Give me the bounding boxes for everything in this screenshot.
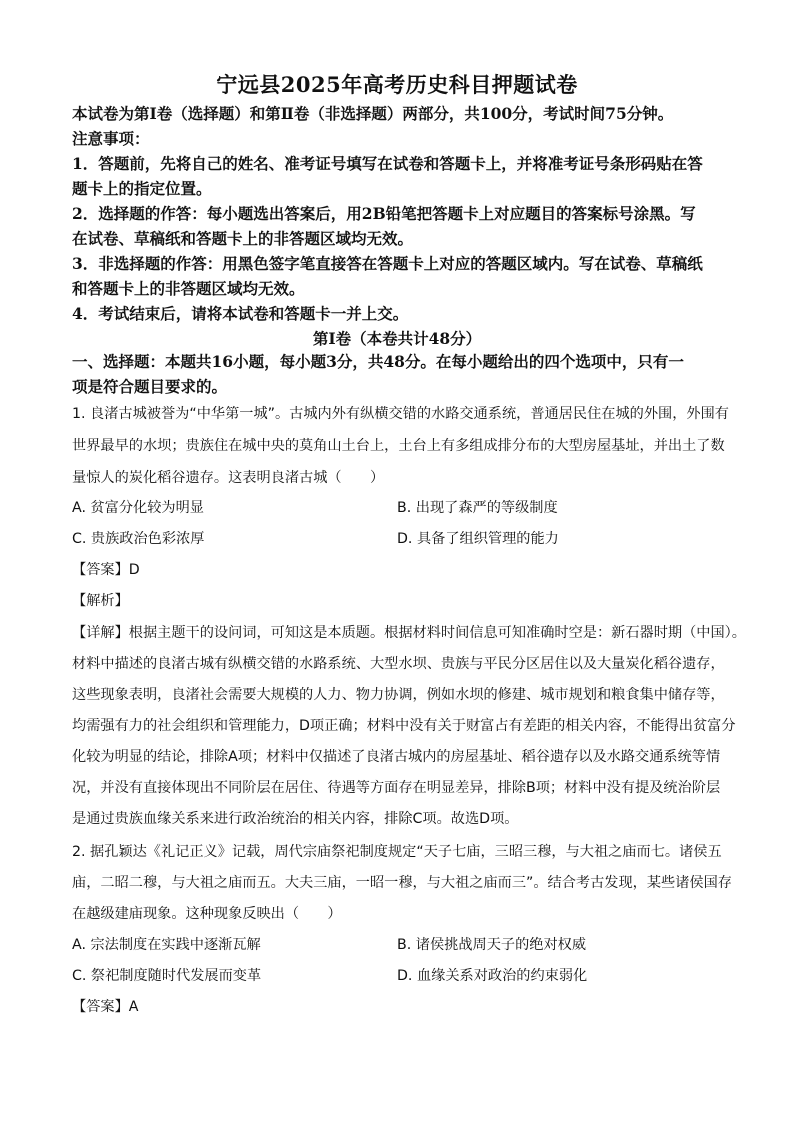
option-c: C. 祭祀制度随时代发展而变革 <box>72 968 262 984</box>
note-line: 1．答题前，先将自己的姓名、准考证号填写在试卷和答题卡上，并将准考证号条形码贴在答 <box>72 154 703 173</box>
analysis-line: 均需强有力的社会组织和管理能力，D项正确；材料中没有关于财富占有差距的相关内容，不能得出贫富分 <box>72 718 736 734</box>
notes-heading: 注意事项： <box>72 129 150 148</box>
question-stem: 世界最早的水坝；贵族住在城中央的莫角山土台上，土台上有多组成排分布的大型房屋基址，并出土了数 <box>72 438 725 454</box>
note-line: 在试卷、草稿纸和答题卡上的非答题区域均无效。 <box>72 229 414 248</box>
question-stem: 2. 据孔颖达《礼记正义》记载，周代宗庙祭祀制度规定“天子七庙，三昭三穆，与大祖之庙而七。诸侯五 <box>72 844 722 860</box>
answer-value: A <box>128 999 139 1015</box>
option-d: D. 血缘关系对政治的约束弱化 <box>397 968 588 984</box>
option-c: C. 贵族政治色彩浓厚 <box>72 531 205 547</box>
answer-row <box>72 558 734 583</box>
note-line: 题卡上的指定位置。 <box>72 179 212 198</box>
note-line: 2．选择题的作答：每小题选出答案后，用2B铅笔把答题卡上对应题目的答案标号涂黑。写 <box>72 204 696 223</box>
answer-value: D <box>128 562 140 578</box>
section-instruction: 一、选择题：本题共16小题，每小题3分，共48分。在每小题给出的四个选项中，只有一 <box>72 352 684 371</box>
answer-label: 【答案】 <box>72 562 129 578</box>
analysis-line: 是通过贵族血缘关系来进行政治统治的相关内容，排除C项。故选D项。 <box>72 811 519 827</box>
analysis-line: 【详解】根据主题干的设问词，可知这是本质题。根据材料时间信息可知准确时空是：新石器时期（中国）。 <box>72 625 746 641</box>
question-stem: 1. 良渚古城被誉为“中华第一城”。古城内外有纵横交错的水路交通系统，普通居民住在城的外围，外围有 <box>72 406 729 422</box>
analysis-line: 化较为明显的结论，排除A项；材料中仅描述了良渚古城内的房屋基址、稻谷遗存以及水路交通系统等情 <box>72 749 721 765</box>
section-instruction: 项是符合题目要求的。 <box>72 377 228 396</box>
question-stem: 在越级建庙现象。这种现象反映出（ ） <box>72 906 342 922</box>
note-line: 和答题卡上的非答题区域均无效。 <box>72 279 305 298</box>
part-heading: 第Ⅰ卷（本卷共计48分） <box>312 329 482 348</box>
analysis-line: 这些现象表明，良渚社会需要大规模的人力、物力协调，例如水坝的修建、城市规划和粮食集中储存等， <box>72 687 725 703</box>
note-line: 4．考试结束后，请将本试卷和答题卡一并上交。 <box>72 304 409 323</box>
note-line: 3．非选择题的作答：用黑色签字笔直接答在答题卡上对应的答题区域内。写在试卷、草稿纸 <box>72 254 703 273</box>
option-a: A. 贫富分化较为明显 <box>72 500 204 516</box>
page-title: 宁远县2025年高考历史科目押题试卷 <box>216 72 578 97</box>
question-stem: 庙，二昭二穆，与大祖之庙而五。大夫三庙，一昭一穆，与大祖之庙而三”。结合考古发现，某些诸侯国存 <box>72 875 732 891</box>
answer-label: 【答案】 <box>72 999 129 1015</box>
option-a: A. 宗法制度在实践中逐渐瓦解 <box>72 937 261 953</box>
exam-intro: 本试卷为第Ⅰ卷（选择题）和第Ⅱ卷（非选择题）两部分，共100分，考试时间75分钟。 <box>72 104 674 123</box>
analysis-line: 材料中描述的良渚古城有纵横交错的水路系统、大型水坝、贵族与平民分区居住以及大量炭化稻谷遗存， <box>72 656 725 672</box>
analysis-line: 况，并没有直接体现出不同阶层在居住、待遇等方面存在明显差异，排除B项；材料中没有提及统治阶层 <box>72 780 721 796</box>
answer-row <box>72 995 734 1020</box>
analysis-label: 【解析】 <box>72 593 129 609</box>
option-d: D. 具备了组织管理的能力 <box>397 531 559 547</box>
question-stem: 量惊人的炭化稻谷遗存。这表明良渚古城（ ） <box>72 470 385 486</box>
option-b: B. 出现了森严的等级制度 <box>397 500 558 516</box>
option-b: B. 诸侯挑战周天子的绝对权威 <box>397 937 587 953</box>
